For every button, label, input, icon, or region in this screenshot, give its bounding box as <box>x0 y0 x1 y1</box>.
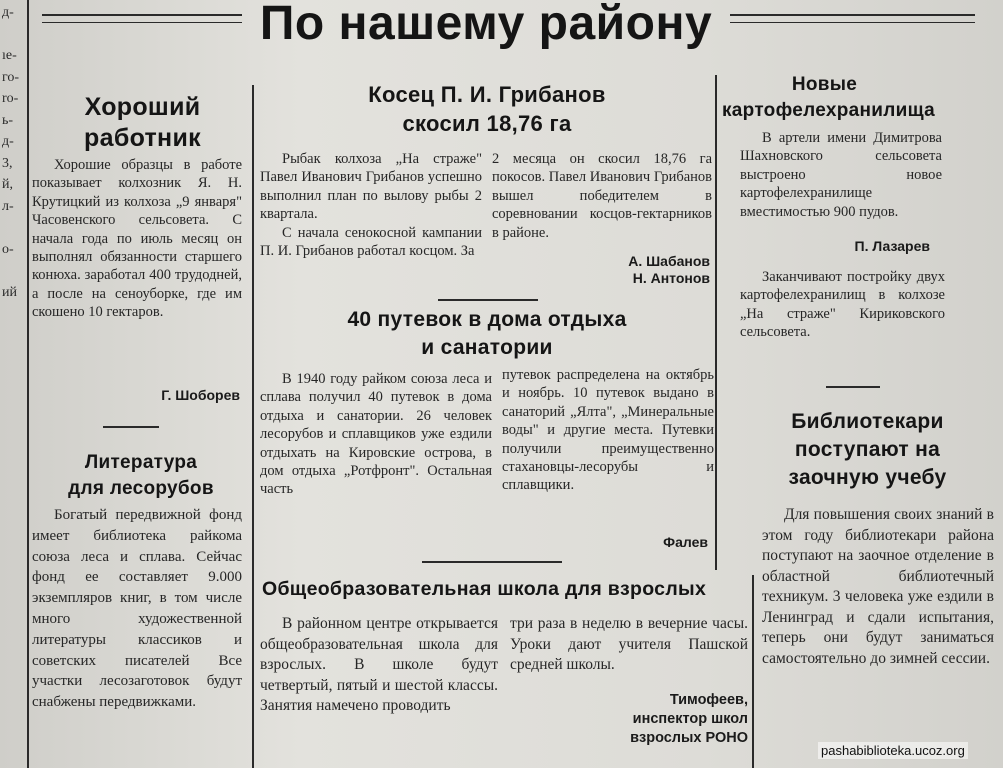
article-vouchers-text-right: путевок распределена на октябрь и ноябрь. 10 путевок выдано в санаторий „Ялта", „Минеральные воды" и другие места. Путевки получили преимущественно стахановцы-лесорубы и сплавщики. <box>502 367 714 494</box>
title-line: картофелехранилища <box>722 100 936 121</box>
masthead-title: По нашему району <box>259 0 713 50</box>
column-divider-1 <box>252 85 254 768</box>
left-column-divider <box>27 0 29 768</box>
title-line: Литература <box>84 452 198 473</box>
article-storage-title <box>722 72 936 124</box>
title-line: поступают на <box>794 438 941 461</box>
title-line: заочную учебу <box>788 466 947 489</box>
author-line: А. Шабанов <box>628 253 710 269</box>
article-storage-text-a: В артели имени Димитрова Шахновского сельсовета выстроено новое картофелехранилище вместимостью 900 пудов. <box>740 130 942 220</box>
article-mower-author <box>560 253 710 287</box>
article-school-author <box>560 691 748 748</box>
article-librarians-title <box>760 408 975 492</box>
masthead-rule-right-bottom <box>730 22 975 23</box>
column-divider-3 <box>752 575 754 768</box>
title-line: Новые <box>791 74 858 95</box>
article-school-text-right: три раза в неделю в вечерние часы. Уроки дают учителя Пашской средней школы. <box>510 615 748 673</box>
author-line: инспектор школ <box>632 711 748 727</box>
article-good-worker-title <box>40 92 245 154</box>
title-line: Библиотекари <box>791 410 944 433</box>
title-line: 40 путевок в дома отдыха <box>347 308 627 331</box>
masthead-rule-left-bottom <box>42 22 242 23</box>
title-line: и санатории <box>421 336 553 359</box>
left-column-fragment: д- ıe- го- ro- ь- д- 3, й, л- о- ий <box>2 5 20 300</box>
article-mower-text-left: Рыбак колхоза „На страже" Павел Иванович Грибанов успешно выполнил план по вылову рыбы 2 квартала. С начала сенокосной кампании П. И. Грибанов работал косцом. За <box>260 151 482 260</box>
title-line: для лесорубов <box>68 478 214 499</box>
article-storage-author: П. Лазарев <box>854 238 930 254</box>
article-vouchers-author: Фалев <box>663 534 708 550</box>
article-vouchers-text-left: В 1940 году райком союза леса и сплава получил 40 путевок в дома отдыха и санатории. 26 человек лесорубов и сплавщиков уже ездили отдыхать на Кировские острова, в дом отдыха „Ротфронт". Остальная часть <box>260 371 492 498</box>
article-vouchers-title <box>262 306 712 362</box>
site-watermark: pashabiblioteka.ucoz.org <box>818 742 968 759</box>
separator <box>826 386 880 388</box>
article-literature-text: Богатый передвижной фонд имеет библиотека райкома союза леса и сплава. Сейчас фонд ее составляет 9.000 экземпляров книг, в том числе много художественной литературы классиков и советских писателей Все участки лесозаготовок будут снабжены передвижками. <box>32 507 242 711</box>
title-line: работник <box>84 124 201 152</box>
author-line: взрослых РОНО <box>630 730 748 746</box>
article-mower-text-right: 2 месяца он скосил 18,76 га покосов. Павел Иванович Грибанов вышел победителем в соревновании косцов-гектарников в районе. <box>492 151 712 241</box>
masthead-rule-left-top <box>42 14 242 16</box>
separator <box>103 426 159 428</box>
column-divider-2 <box>715 75 717 570</box>
article-literature-title <box>36 450 246 502</box>
author-line: Н. Антонов <box>632 270 710 286</box>
title-line: скосил 18,76 га <box>402 111 572 136</box>
title-line: Косец П. И. Грибанов <box>368 82 606 107</box>
separator <box>438 299 538 301</box>
article-mower-title <box>262 80 712 138</box>
article-good-worker-text: Хорошие образцы в работе показывает колхозник Я. Н. Крутицкий из колхоза „9 января" Часовенского сельсовета. С начала года по июль месяц он выполнял обязанности старшего конюха. заработал 400 трудодней, а после на сеноуборке, где им скошено 10 гектаров. <box>32 157 242 321</box>
article-good-worker-author: Г. Шоборев <box>161 387 240 403</box>
article-librarians-text: Для повышения своих знаний в этом году библиотекари района поступают на заочное отделение в областной библиотечный техникум. 3 человека уже ездили в Ленинград и сдали испытания, теперь они будут заниматься самостоятельно до зимней сессии. <box>762 506 994 667</box>
author-line: Тимофеев, <box>669 692 748 708</box>
article-storage-text-b: Заканчивают постройку двух картофелехранилищ в колхозе „На страже" Кириковского сельсовета. <box>740 269 945 341</box>
masthead-rule-right-top <box>730 14 975 16</box>
article-school-title: Общеобразовательная школа для взрослых <box>262 578 707 600</box>
separator <box>422 561 562 563</box>
article-school-text-left: В районном центре открывается общеобразовательная школа для взрослых. В школе будут четвертый, пятый и шестой классы. Занятия намечено проводить <box>260 615 498 714</box>
title-line: Хороший <box>84 93 201 121</box>
